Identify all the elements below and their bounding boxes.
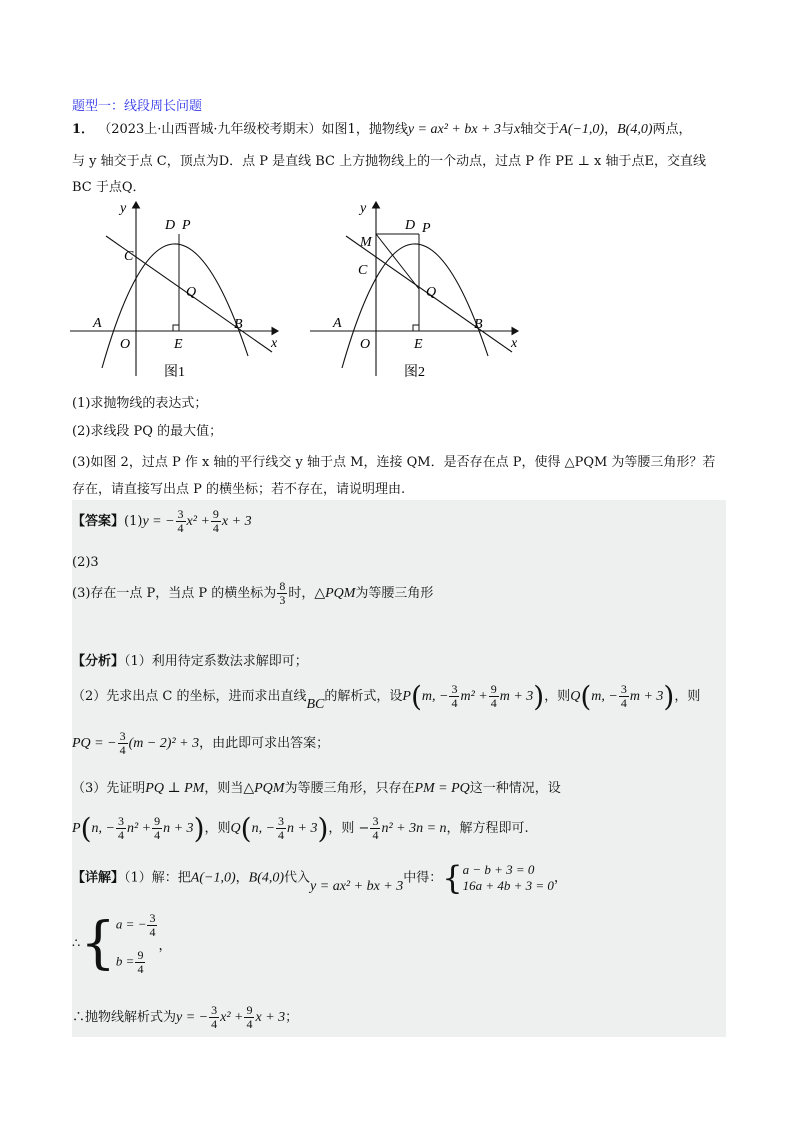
answer-1-lhs: y = − <box>142 514 175 529</box>
problem-text: 如图1，抛物线 <box>321 122 408 137</box>
answer-line-1 <box>72 508 252 535</box>
fraction <box>211 508 221 535</box>
answer-label: 【答案】 <box>72 514 125 529</box>
triangle-pqm: △PQM <box>243 781 285 796</box>
fraction: $\frac{3}{4}$ <box>149 911 156 939</box>
analysis-line-3 <box>72 730 329 757</box>
final-eq: x² + <box>220 1010 244 1025</box>
numerator: 8 <box>279 579 286 593</box>
problem-line-1 <box>72 118 692 138</box>
problem-line-2: 与 y 轴交于点 C，顶点为D．点 P 是直线 BC 上方抛物线上的一个动点，过点 P 作 PE ⊥ x 轴于点E，交直线 <box>72 154 706 169</box>
analysis-text: （2）先求出点 C 的坐标，进而求出直线 <box>72 689 307 704</box>
semicolon: ； <box>285 1010 299 1025</box>
system-eq-1: a − b + 3 = 0 <box>462 862 535 877</box>
equal-sides: PM = PQ <box>414 781 470 796</box>
comma: ， <box>235 870 249 886</box>
label-x: x <box>271 336 278 351</box>
triangle-pqm: △PQM <box>314 586 356 601</box>
label-y: y <box>120 201 127 216</box>
answer-3-text: (3)存在一点 P，当点 P 的横坐标为 <box>72 586 277 601</box>
detail-line-3 <box>72 1004 298 1031</box>
point-p: P <box>402 689 411 704</box>
point-q: Q <box>230 821 241 836</box>
answer-1-end: x + 3 <box>221 514 252 529</box>
p-coord: n, − <box>91 821 115 836</box>
analysis-text: ，则 <box>204 821 231 836</box>
analysis-text: 这一种情况，设 <box>469 781 561 796</box>
question-3-line-2: 存在，请直接写出点 P 的横坐标；若不存在，请说明理由. <box>72 482 406 497</box>
detail-text: ∴抛物线解析式为 <box>72 1010 177 1025</box>
brace: { <box>80 911 116 976</box>
analysis-text: 的解析式，设 <box>324 689 403 704</box>
figure-1 <box>68 196 288 386</box>
final-eq: x + 3 <box>255 1010 286 1025</box>
section-heading: 题型一：线段周长问题 <box>72 99 203 114</box>
answer-3-text: 为等腰三角形 <box>355 586 434 601</box>
analysis-text: ，则 − <box>328 821 370 836</box>
problem-text: 两点， <box>652 122 692 137</box>
label-b: B <box>234 317 243 332</box>
fraction: $\frac{3}{4}$ <box>372 814 379 842</box>
x-variable: x <box>514 122 521 137</box>
analysis-text: ，解方程即可. <box>446 821 529 836</box>
figure-1-caption: 图1 <box>164 365 185 380</box>
line-bc-label: BC <box>306 697 325 712</box>
point-q: Q <box>570 689 581 704</box>
label-m: M <box>360 235 372 250</box>
fraction: $\frac{3}{4}$ <box>117 814 124 842</box>
detail-text: 中得： <box>403 870 443 886</box>
label-o: O <box>120 337 131 352</box>
label-d: D <box>165 218 176 233</box>
label-e: E <box>174 337 183 352</box>
analysis-line-4 <box>72 777 561 797</box>
parabola-equation: y = ax² + bx + 3 <box>407 122 502 137</box>
question-2: (2)求线段 PQ 的最大值； <box>72 424 223 439</box>
result-system <box>116 912 159 976</box>
p-coord: n + 3 <box>163 821 194 836</box>
comma: ， <box>553 870 567 886</box>
fraction: $\frac{3}{4}$ <box>211 1003 218 1031</box>
answer-line-2: (2)3 <box>72 555 99 570</box>
comma: ， <box>604 122 618 137</box>
denominator: 3 <box>279 593 286 607</box>
label-p: P <box>182 218 191 233</box>
problem-text: 与 <box>501 122 515 137</box>
p-coord: n² + <box>126 821 152 836</box>
analysis-line-1 <box>72 650 308 669</box>
figure-2-caption: 图2 <box>404 365 425 380</box>
denominator: 4 <box>177 521 184 535</box>
fraction: $\frac{9}{4}$ <box>490 682 497 710</box>
label-d: D <box>405 218 416 233</box>
label-q: Q <box>426 285 437 300</box>
analysis-label: 【分析】 <box>72 654 125 669</box>
numerator: 9 <box>212 507 219 521</box>
detail-text: 代入 <box>284 870 311 886</box>
fraction: $\frac{3}{4}$ <box>620 682 627 710</box>
analysis-text: ，由此即可求出答案； <box>199 736 330 751</box>
fraction: $\frac{3}{4}$ <box>119 729 126 757</box>
right-angle-mark <box>173 325 179 331</box>
perpendicular-relation: PQ ⊥ PM <box>145 781 205 796</box>
equation-system <box>463 862 554 894</box>
label-b: B <box>474 317 483 332</box>
comma: ， <box>158 938 172 954</box>
q-coord: n + 3 <box>287 821 318 836</box>
result-a: a = − <box>115 916 147 932</box>
equation: n² + 3n = n <box>381 821 447 836</box>
question-1: (1)求抛物线的表达式； <box>72 396 208 411</box>
fraction: $\frac{9}{4}$ <box>137 948 144 976</box>
label-a: A <box>93 316 102 331</box>
q-coord: n, − <box>251 821 276 836</box>
fraction <box>176 508 186 535</box>
pq-expression: PQ = − <box>72 736 117 751</box>
answer-part-1: (1) <box>124 514 143 529</box>
answer-line-3 <box>72 580 433 607</box>
label-q: Q <box>186 285 197 300</box>
label-a: A <box>333 316 342 331</box>
result-b: b = <box>115 953 135 969</box>
analysis-text: （3）先证明 <box>72 781 146 796</box>
analysis-line-5: P(n, − $\frac{3}{4}$ n² + $\frac{9}{4}$ n + 3)，则Q(n, − $\frac{3}{4}$ n + 3)，则 − $\frac{3}{4}$ n² + 3n = n，解方程即可. <box>72 812 529 845</box>
label-x: x <box>511 336 518 351</box>
problem-number: 1． <box>72 122 95 137</box>
answer-1-mid: x² + <box>186 514 210 529</box>
detail-line-2 <box>72 912 171 976</box>
analysis-text: ，则 <box>674 689 701 704</box>
answer-3-text: 时， <box>288 586 315 601</box>
q-coord: m + 3 <box>629 689 664 704</box>
problem-source: （2023上·山西晋城·九年级校考期末） <box>98 122 322 137</box>
final-eq: y = − <box>176 1010 209 1025</box>
analysis-text: ，则当 <box>204 781 244 796</box>
system-eq-2: 16a + 4b + 3 = 0 <box>462 878 554 893</box>
analysis-step-1: （1）利用待定系数法求解即可； <box>124 654 308 669</box>
denominator: 4 <box>212 521 219 535</box>
therefore-symbol: ∴ <box>72 936 81 952</box>
point-b: B(4,0) <box>248 870 285 886</box>
fraction: $\frac{9}{4}$ <box>154 814 161 842</box>
point-a: A(−1,0) <box>190 870 236 886</box>
label-c: C <box>124 249 134 264</box>
p-coord: m, − <box>421 689 449 704</box>
p-coord: m + 3 <box>499 689 534 704</box>
label-o: O <box>360 337 371 352</box>
numerator: 3 <box>177 507 184 521</box>
q-coord: m, − <box>591 689 618 704</box>
label-e: E <box>414 337 423 352</box>
brace: { <box>442 859 463 897</box>
fraction: $\frac{9}{4}$ <box>246 1003 253 1031</box>
point-a: A(−1,0) <box>559 122 605 137</box>
question-3-line-1: (3)如图 2，过点 P 作 x 轴的平行线交 y 轴于点 M，连接 QM．是否存在点 P，使得 △PQM 为等腰三角形？若 <box>72 455 716 470</box>
detail-label: 【详解】 <box>72 870 125 886</box>
label-y: y <box>360 201 367 216</box>
analysis-text: 为等腰三角形，只存在 <box>284 781 415 796</box>
analysis-line-2: （2）先求出点 C 的坐标，进而求出直线BC的解析式，设P(m, − $\frac{3}{4}$ m² + $\frac{9}{4}$ m + 3)，则Q(m, − $\frac{3}{4}$ m + 3)，则 <box>72 680 701 713</box>
detail-text: （1）解：把 <box>124 870 191 886</box>
point-p: P <box>72 821 81 836</box>
fraction: $\frac{3}{4}$ <box>278 814 285 842</box>
parabola-equation: y = ax² + bx + 3 <box>310 878 404 894</box>
analysis-text: ，则 <box>544 689 571 704</box>
label-p: P <box>422 221 431 236</box>
right-angle-mark <box>413 325 419 331</box>
fraction: $\frac{3}{4}$ <box>451 682 458 710</box>
point-b: B(4,0) <box>617 122 653 137</box>
fraction <box>277 580 287 607</box>
pq-expression: (m − 2)² + 3 <box>128 736 200 751</box>
detail-line-1 <box>72 859 567 897</box>
problem-text: 轴交于 <box>520 122 560 137</box>
figure-2 <box>308 196 528 386</box>
p-coord: m² + <box>460 689 488 704</box>
label-c: C <box>358 263 368 278</box>
problem-line-3: BC 于点Q． <box>72 180 146 195</box>
